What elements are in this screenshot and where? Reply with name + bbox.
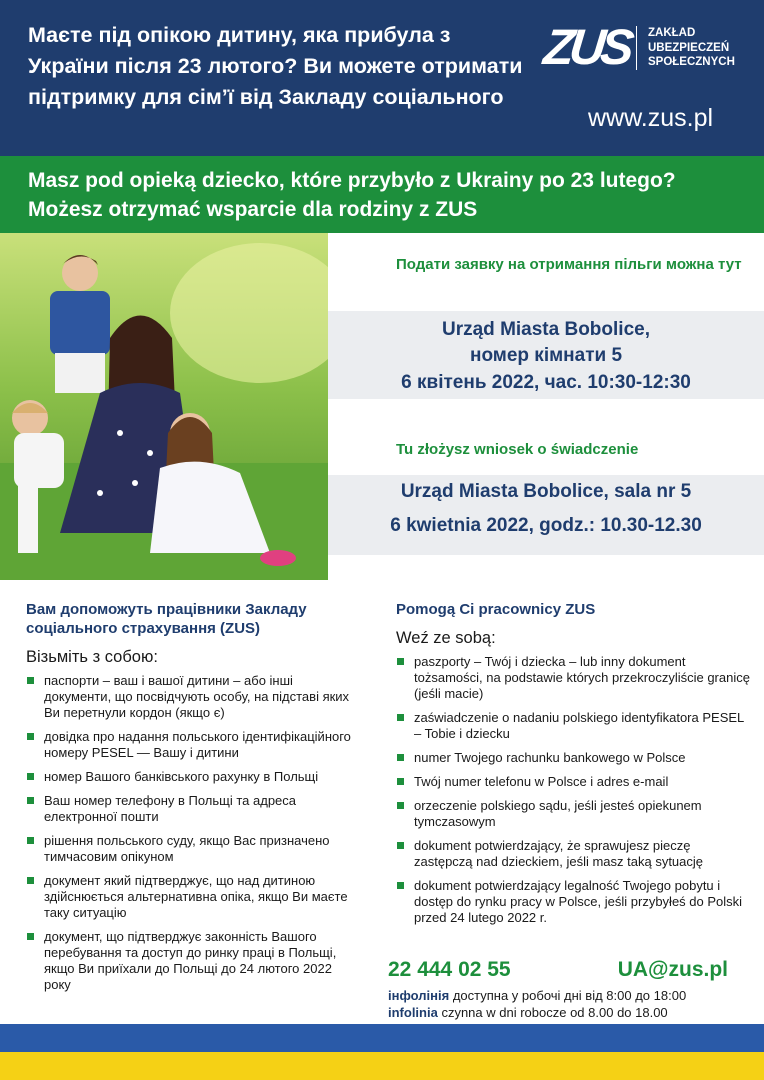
logo-divider [636,26,637,70]
list-item-text: paszporty – Twój i dziecka – lub inny dokument tożsamości, na podstawie których przekroczyliście granicę (jeśli macie) [414,654,750,701]
appointment-date-uk-wrap [328,311,764,399]
list-item [26,793,362,825]
family-photo-illustration [0,233,328,580]
hotline-uk [388,988,686,1003]
list-item-text: рішення польського суду, якщо Вас призначено тимчасовим опікуном [44,833,330,864]
list-item [396,798,750,830]
zus-logo-text [648,26,758,70]
appointment-date-pl: 6 kwietnia 2022, godz.: 10.30-12.30 [390,515,702,536]
appointment-date-uk: 6 квітень 2022, час. 10:30-12:30 [401,372,691,393]
polish-banner-text [28,166,764,224]
list-item-text: документ, що підтверджує законність Вашого перебування та доступ до ринку праці в Польщі, якщо Ви приїхали до Польщі до 24 лютого 2022 року [44,929,337,992]
list-item-text: паспорти – ваш і вашої дитини – або інші документи, що посвідчують особу, на підставі яких Ви перетнули кордон (якщо є) [44,673,350,720]
list-item [396,774,750,790]
documents-column-uk [26,600,362,1001]
list-item-text: orzeczenie polskiego sądu, jeśli jesteś opiekunem tymczasowym [414,798,702,829]
bullet-square-icon [397,714,404,721]
hotline-pl [388,1005,668,1020]
column-heading-uk: Вам допоможуть працівники Закладу соціального страхування (ZUS) [26,601,307,637]
list-item-text: Twój numer telefonu w Polsce i adres e-mail [414,774,669,789]
list-item-text: dokument potwierdzający legalność Twojego pobytu i dostęp do rynku pracy w Polsce, jeśli przybyłeś do Polski przed 24 lutego 2022 r. [414,878,743,925]
column-subheading-uk: Візьміть з собою: [26,648,158,666]
bullet-square-icon [27,797,34,804]
list-item-text: numer Twojego rachunku bankowego w Polsce [414,750,686,765]
bullet-square-icon [27,933,34,940]
hotline-text-pl: czynna w dni robocze od 8.00 do 18.00 [437,1005,668,1020]
family-photo [0,233,328,580]
document-list-uk [26,673,362,993]
header [0,0,764,156]
bullet-square-icon [27,733,34,740]
list-item [26,769,362,785]
documents-column-pl [396,600,750,934]
ukraine-flag-yellow-stripe [0,1052,764,1080]
banner-line-1: Masz pod opieką dziecko, które przybyło z Ukrainy po 23 lutego? [28,169,676,192]
list-item [26,673,362,721]
list-item [396,750,750,766]
place-line-2: номер кімнати 5 [469,345,623,366]
appointment-info [328,233,764,580]
list-item [396,838,750,870]
appointment-place-pl: Urząd Miasta Bobolice, sala nr 5 [400,481,692,502]
polish-banner [0,156,764,233]
apply-heading-pl: Tu złożysz wniosek o świadczenie [396,441,639,458]
banner-line-2: Możesz otrzymać wsparcie dla rodziny z ZUS [28,198,478,221]
list-item [396,878,750,926]
list-item [26,833,362,865]
bullet-square-icon [397,882,404,889]
column-subheading-pl: Weź ze sobą: [396,629,496,647]
place-line-1: Urząd Miasta Bobolice, [442,319,650,340]
website-link[interactable]: www.zus.pl [588,104,714,132]
logo-text-line: UBEZPIECZEŃ [648,41,730,54]
bullet-square-icon [27,773,34,780]
bullet-square-icon [397,842,404,849]
hotline-label-pl: infolinia [388,1005,438,1020]
list-item-text: документ який підтверджує, що над дитиною здійснюється альтернативна опіка, якщо Ви маєте таку ситуацію [44,873,348,920]
list-item [26,729,362,761]
email-link[interactable]: UA@zus.pl [617,958,728,981]
column-heading-pl: Pomogą Ci pracownicy ZUS [396,601,596,618]
list-item-text: Ваш номер телефону в Польщі та адреса електронної пошти [44,793,297,824]
hotline-text-uk: доступна у робочі дні від 8:00 до 18:00 [449,988,687,1003]
apply-heading-uk: Подати заявку на отримання пільги можна тут [396,256,742,273]
list-item-text: dokument potwierdzający, że sprawujesz pieczę zastępczą nad dzieckiem, jeśli masz taką sytuację [414,838,704,869]
phone-number[interactable]: 22 444 02 55 [388,958,511,981]
list-item [396,654,750,702]
zus-logo[interactable] [541,19,754,78]
list-item [26,873,362,921]
ukraine-flag-blue-stripe [0,1024,764,1052]
bullet-square-icon [397,802,404,809]
zus-logo-mark: ZUS [541,19,632,75]
list-item-text: довідка про надання польського ідентифікаційного номеру PESEL — Вашу і дитини [44,729,351,760]
hotline-label-uk: інфолінія [388,988,450,1003]
document-list-pl [396,654,750,926]
list-item [396,710,750,742]
bullet-square-icon [27,837,34,844]
appointment-box-pl [328,475,764,555]
list-item-text: zaświadczenie o nadaniu polskiego identyfikatora PESEL – Tobie i dziecku [414,710,744,741]
list-item-text: номер Вашого банківського рахунку в Польщі [44,769,319,784]
logo-text-line: ZAKŁAD [648,27,696,39]
bullet-square-icon [27,677,34,684]
bullet-square-icon [397,658,404,665]
bullet-square-icon [397,778,404,785]
bullet-square-icon [27,877,34,884]
header-title-uk: Маєте під опікою дитину, яка прибула з України після 23 лютого? Ви можете отримати підтримку для сім’ї від Закладу соціального [28,23,523,109]
bullet-square-icon [397,754,404,761]
list-item [26,929,362,993]
logo-text-line: SPOŁECZNYCH [648,56,735,68]
